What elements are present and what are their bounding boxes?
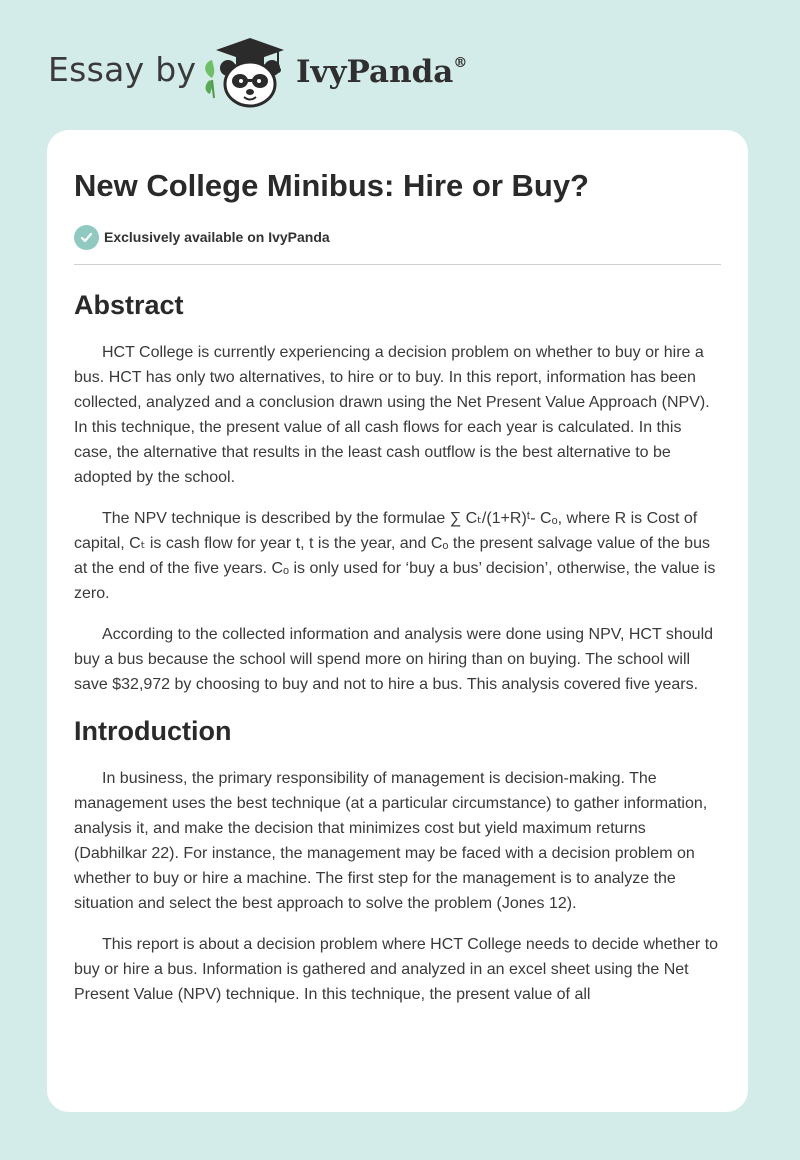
essay-by-label: Essay by: [48, 50, 197, 89]
section-heading-abstract: Abstract: [74, 290, 184, 320]
abstract-paragraph-3: According to the collected information and analysis were done using NPV, HCT should buy a bus because the school will spend more on hiring than on buying. The school will save $32,972 by choosing to buy and not to hire a bus. This analysis covered five years.: [74, 626, 714, 693]
check-icon: [74, 225, 99, 250]
abstract-paragraph-1: HCT College is currently experiencing a decision problem on whether to buy or hire a bus. HCT has only two alternatives, to hire or to buy. In this report, information has been collected, analyzed and a conclusion drawn using the Net Present Value Approach (NPV). In this technique, the present value of all cash flows for each year is calculated. In this case, the alternative that results in the least cash outflow is the best alternative to be adopted by the school.: [74, 344, 710, 486]
exclusive-label: Exclusively available on IvyPanda: [104, 229, 330, 245]
brand-name-text: IvyPanda: [296, 54, 454, 90]
ivypanda-brand: [296, 54, 467, 90]
essay-title: New College Minibus: Hire or Buy?: [74, 168, 589, 203]
essay-card: [47, 130, 748, 1112]
exclusive-badge: [74, 224, 721, 250]
site-header: [0, 0, 800, 130]
abstract-paragraph-2: The NPV technique is described by the formulae ∑ Cₜ/(1+R)ᵗ- Cₒ, where R is Cost of capital, Cₜ is cash flow for year t, t is the year, and Cₒ the present salvage value of the bus at the end of the five years. Cₒ is only used for ‘buy a bus’ decision’, otherwise, the value is zero.: [74, 510, 716, 602]
registered-mark: ®: [453, 54, 468, 71]
introduction-paragraph-1: In business, the primary responsibility of management is decision-making. The management uses the best technique (at a particular circumstance) to gather information, analysis it, and make the decision that minimizes cost but yield maximum returns (Dabhilkar 22). For instance, the management may be faced with a decision problem on whether to buy or hire a machine. The first step for the management is to analyze the situation and select the best approach to solve the problem (Jones 12).: [74, 770, 708, 912]
section-heading-introduction: Introduction: [74, 716, 232, 746]
panda-logo-icon: [198, 34, 294, 110]
divider: [74, 264, 721, 265]
introduction-paragraph-2: This report is about a decision problem where HCT College needs to decide whether to buy or hire a bus. Information is gathered and analyzed in an excel sheet using the Net Present Value (NPV) technique. In this technique, the present value of all: [74, 936, 719, 1003]
